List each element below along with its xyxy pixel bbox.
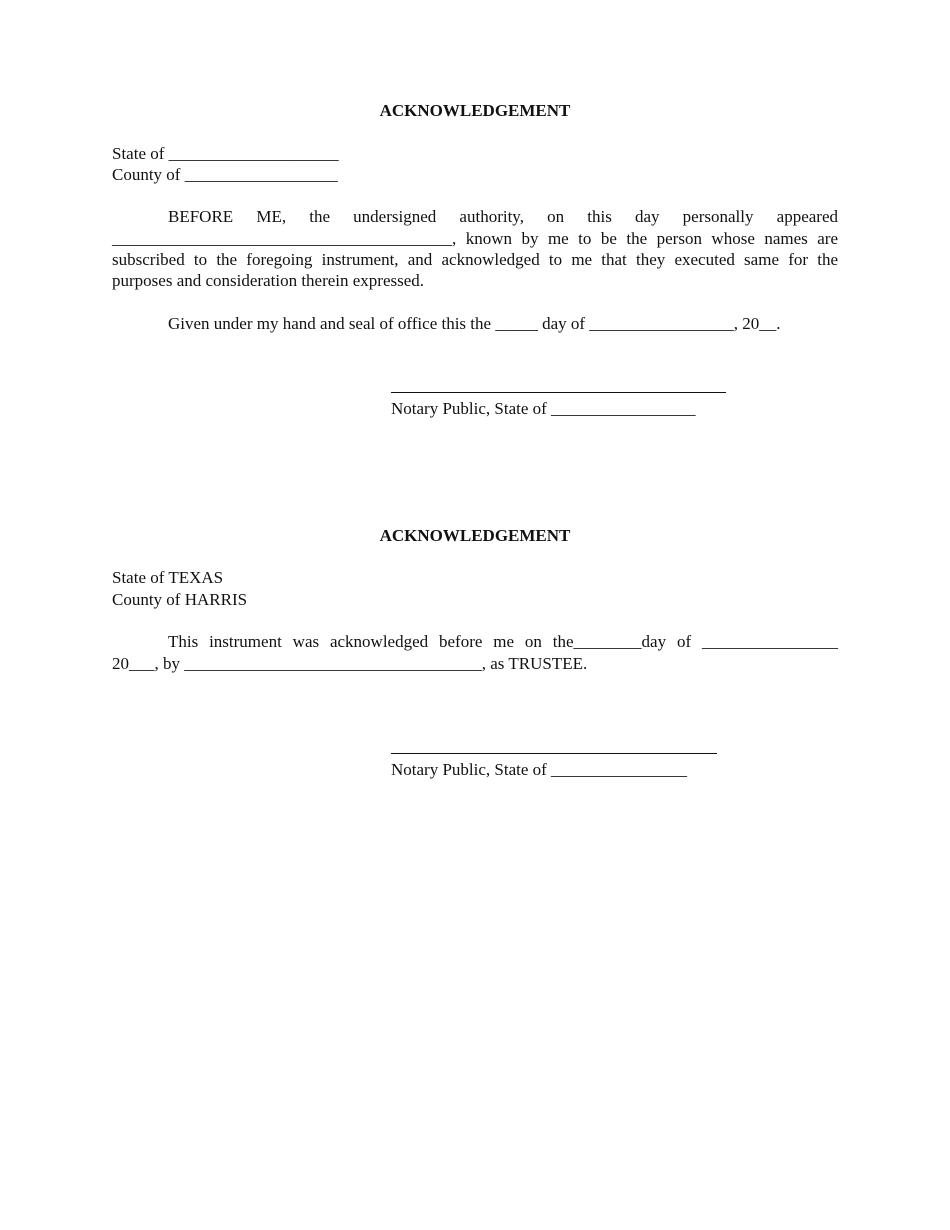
- paragraph-1-text-3: subscribed to the foregoing instrument, and acknowledged to me that they executed same for the: [112, 250, 838, 269]
- given-under-hand-line: Given under my hand and seal of office this the _____ day of _________________, 20__.: [168, 314, 781, 333]
- paragraph-2-line-1: [112, 631, 838, 652]
- paragraph-1-line-3: [112, 249, 838, 270]
- acknowledgement-title-1: ACKNOWLEDGEMENT: [379, 101, 571, 120]
- notary-public-line-2: Notary Public, State of ________________: [391, 760, 688, 779]
- paragraph-2-line-2: 20___, by ___________________________________, as TRUSTEE.: [112, 654, 588, 673]
- paragraph-2-text-1: This instrument was acknowledged before me on the________day of ________________: [168, 632, 838, 651]
- paragraph-1-line-2: [112, 228, 838, 249]
- signature-rule-2: [391, 753, 717, 754]
- signature-rule-1: [391, 392, 726, 393]
- notary-public-line-1: Notary Public, State of _________________: [391, 399, 696, 418]
- county-of-line-2: County of HARRIS: [112, 590, 248, 609]
- state-of-line-2: State of TEXAS: [112, 568, 224, 587]
- paragraph-1-line-4: purposes and consideration therein expressed.: [112, 271, 425, 290]
- county-of-line-1: County of __________________: [112, 165, 338, 184]
- paragraph-1-text-1: BEFORE ME, the undersigned authority, on this day personally appeared: [168, 207, 838, 226]
- state-of-line-1: State of ____________________: [112, 144, 339, 163]
- paragraph-1-line-1: [112, 206, 838, 227]
- paragraph-1-text-2: ________________________________________, known by me to be the person whose names are: [112, 229, 838, 248]
- acknowledgement-title-2: ACKNOWLEDGEMENT: [379, 526, 571, 545]
